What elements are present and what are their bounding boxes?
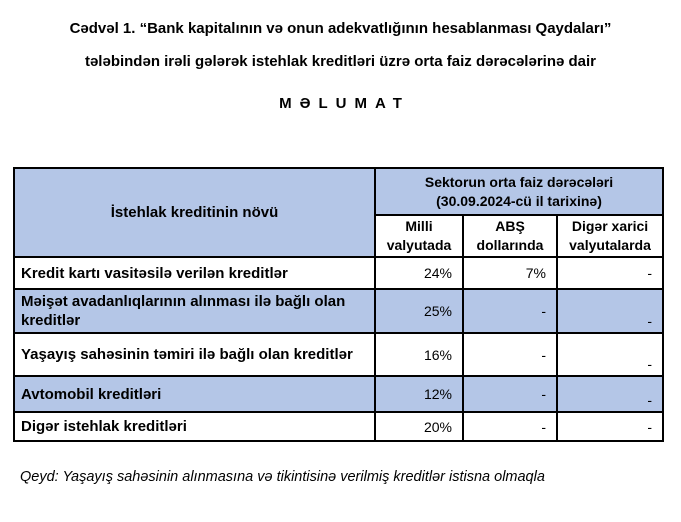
table-row [14,257,663,289]
rate-other-cell: - [557,412,663,441]
column-header-credit-type: İstehlak kreditinin növü [14,168,375,257]
rate-usd-cell: - [463,412,557,441]
rate-usd-cell: 7% [463,257,557,289]
table-row [14,412,663,441]
document-title [14,12,667,78]
document-heading: MƏLUMAT [279,95,410,112]
group-header-line-2: (30.09.2024-cü il tarixinə) [436,192,602,209]
table-row [14,289,663,333]
document-page [0,12,681,522]
rate-other-cell: - [557,257,663,289]
column-header-usd: ABŞ dollarında [463,215,557,257]
credit-type-cell: Yaşayış sahəsinin təmiri ilə bağlı olan kreditlər [14,333,375,376]
rate-other-cell: - [557,333,663,376]
credit-type-cell: Digər istehlak kreditləri [14,412,375,441]
rate-usd-cell: - [463,333,557,376]
table-row [14,333,663,376]
rate-other-cell: - [557,289,663,333]
rate-other-cell: - [557,376,663,412]
credit-type-cell: Kredit kartı vasitəsilə verilən kreditlər [14,257,375,289]
title-line-2: tələbindən irəli gələrək istehlak kreditləri üzrə orta faiz dərəcələrinə dair [84,53,597,70]
table-group-header-row [14,168,663,215]
rate-milli-cell: 24% [375,257,463,289]
credit-type-cell: Avtomobil kreditləri [14,376,375,412]
rate-milli-cell: 20% [375,412,463,441]
group-header-line-1: Sektorun orta faiz dərəcələri [424,173,614,190]
table-row [14,376,663,412]
rate-usd-cell: - [463,289,557,333]
rate-usd-cell: - [463,376,557,412]
footnote: Qeyd: Yaşayış sahəsinin alınmasına və tikintisinə verilmiş kreditlər istisna olmaqla [20,469,545,485]
title-line-1: Cədvəl 1. “Bank kapitalının və onun adekvatlığının hesablanması Qaydaları” [69,20,612,37]
rate-milli-cell: 25% [375,289,463,333]
rate-milli-cell: 12% [375,376,463,412]
interest-rates-table [13,167,664,442]
column-header-national-currency: Milli valyutada [375,215,463,257]
credit-type-cell: Məişət avadanlıqlarının alınması ilə bağlı olan kreditlər [14,289,375,333]
column-header-other-currencies: Digər xarici valyutalarda [557,215,663,257]
rate-milli-cell: 16% [375,333,463,376]
column-group-header-sector-rates [375,168,663,215]
